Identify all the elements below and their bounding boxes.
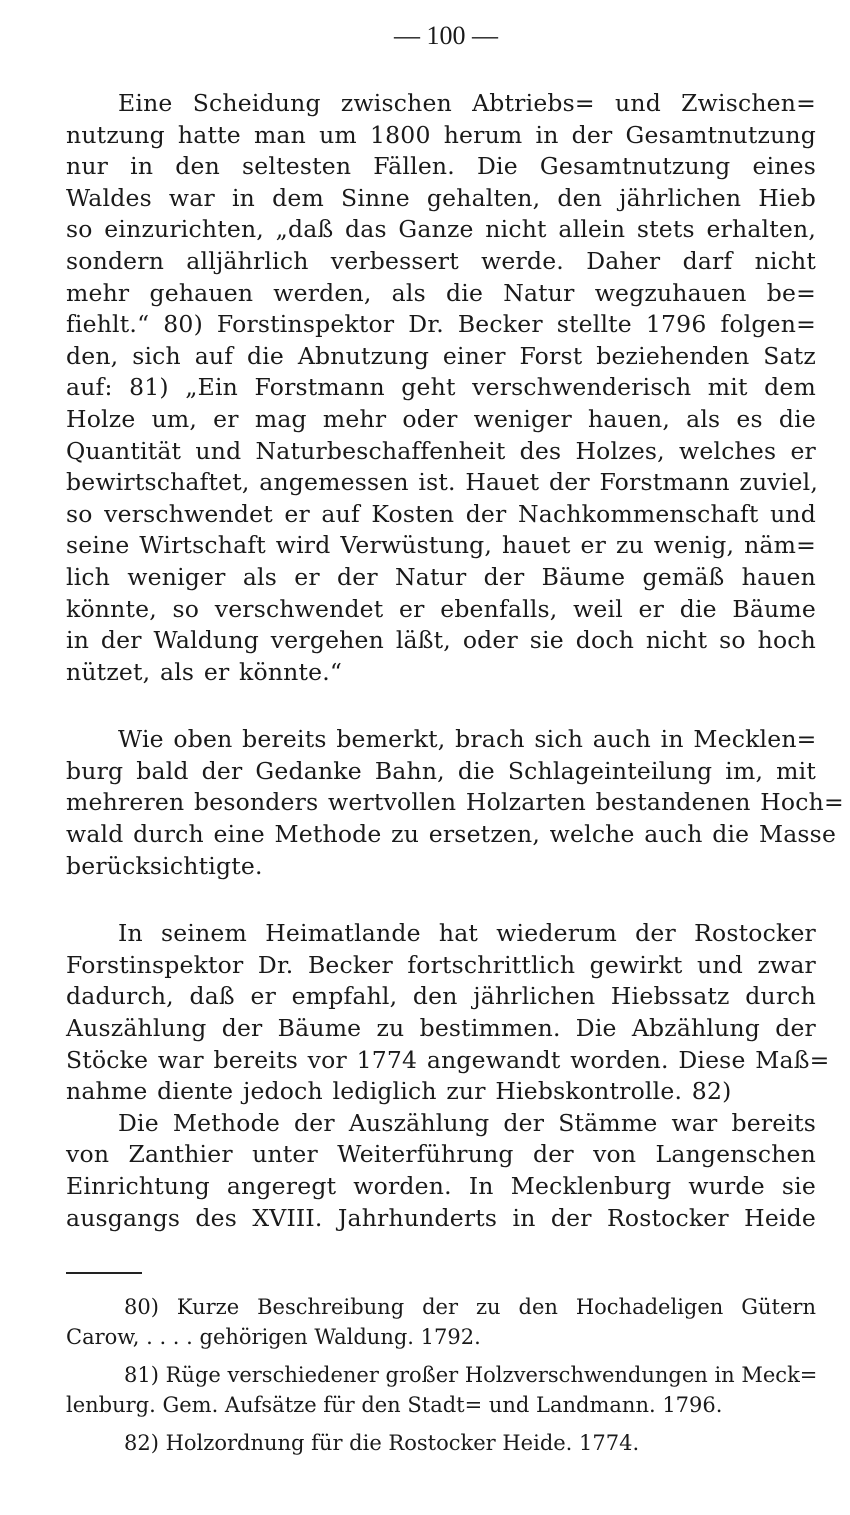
paragraph-3 bbox=[66, 918, 830, 1108]
footnote-82 bbox=[66, 1428, 816, 1458]
text-line: Holze um, er mag mehr oder weniger hauen, als es die bbox=[66, 404, 816, 433]
text-line: könnte, so verschwendet er ebenfalls, weil er die Bäume bbox=[66, 594, 816, 623]
text-line: sondern alljährlich verbessert werde. Daher darf nicht bbox=[66, 246, 816, 275]
text-line: von Zanthier unter Weiterführung der von Langenschen bbox=[66, 1140, 816, 1169]
text-line: lich weniger als er der Natur der Bäume gemäß hauen bbox=[66, 562, 816, 591]
footnote-line: lenburg. Gem. Aufsätze für den Stadt= und Landmann. 1796. bbox=[66, 1393, 723, 1418]
text-line: dadurch, daß er empfahl, den jährlichen Hiebssatz durch bbox=[66, 982, 816, 1011]
text-line: auf: 81) „Ein Forstmann geht verschwenderisch mit dem bbox=[66, 373, 816, 402]
text-line: den, sich auf die Abnutzung einer Forst beziehenden Satz bbox=[66, 341, 816, 370]
footnote-81 bbox=[66, 1360, 816, 1420]
paragraph-gap bbox=[66, 882, 816, 918]
text-line: Wie oben bereits bemerkt, brach sich auch in Mecklen= bbox=[118, 725, 817, 754]
paragraph-4 bbox=[66, 1108, 816, 1234]
page-number: — 100 — bbox=[394, 21, 498, 50]
text-line: mehr gehauen werden, als die Natur wegzuhauen be= bbox=[66, 278, 816, 307]
text-line: bewirtschaftet, angemessen ist. Hauet der Forstmann zuviel, bbox=[66, 468, 818, 497]
text-line: fiehlt.“ 80) Forstinspektor Dr. Becker stellte 1796 folgen= bbox=[66, 310, 816, 339]
text-line: Auszählung der Bäume zu bestimmen. Die Abzählung der bbox=[66, 1014, 816, 1043]
text-line: so verschwendet er auf Kosten der Nachkommenschaft und bbox=[66, 499, 816, 528]
footnote-line: 81) Rüge verschiedener großer Holzverschwendungen in Meck= bbox=[124, 1363, 818, 1388]
text-line: Einrichtung angeregt worden. In Mecklenburg wurde sie bbox=[66, 1172, 816, 1200]
footnote-line: Carow, . . . . gehörigen Waldung. 1792. bbox=[66, 1325, 481, 1350]
paragraph-1 bbox=[66, 88, 816, 688]
paragraph-gap bbox=[66, 688, 816, 724]
text-line: mehreren besonders wertvollen Holzarten bestandenen Hoch= bbox=[66, 788, 844, 817]
text-line: ausgangs des XVIII. Jahrhunderts in der Rostocker Heide bbox=[66, 1203, 816, 1232]
footnote-divider bbox=[66, 1272, 142, 1274]
text-line: burg bald der Gedanke Bahn, die Schlageinteilung im, mit bbox=[66, 756, 816, 785]
text-line: nutzung hatte man um 1800 herum in der Gesamtnutzung bbox=[66, 120, 816, 149]
paragraph-2 bbox=[66, 724, 844, 882]
footnote-line: 80) Kurze Beschreibung der zu den Hochadeligen Gütern bbox=[124, 1295, 816, 1320]
text-line: Forstinspektor Dr. Becker fortschrittlich gewirkt und zwar bbox=[66, 950, 816, 979]
text-line: berücksichtigte. bbox=[66, 851, 263, 880]
text-line: Die Methode der Auszählung der Stämme war bereits bbox=[118, 1108, 816, 1137]
text-line: wald durch eine Methode zu ersetzen, welche auch die Masse bbox=[66, 820, 837, 849]
text-line: in der Waldung vergehen läßt, oder sie doch nicht so hoch bbox=[66, 626, 816, 655]
footnote-line: 82) Holzordnung für die Rostocker Heide. 1774. bbox=[124, 1431, 640, 1456]
text-line: so einzurichten, „daß das Ganze nicht allein stets erhalten, bbox=[66, 215, 816, 244]
text-line: seine Wirtschaft wird Verwüstung, hauet er zu wenig, näm= bbox=[66, 531, 816, 560]
text-line: In seinem Heimatlande hat wiederum der Rostocker bbox=[118, 919, 816, 948]
text-line: Stöcke war bereits vor 1774 angewandt worden. Diese Maß= bbox=[66, 1045, 830, 1074]
text-line: nahme diente jedoch lediglich zur Hiebskontrolle. 82) bbox=[66, 1077, 732, 1106]
text-line: nur in den seltesten Fällen. Die Gesamtnutzung eines bbox=[66, 152, 816, 181]
footnote-80 bbox=[66, 1292, 816, 1352]
text-line: Waldes war in dem Sinne gehalten, den jährlichen Hieb bbox=[66, 183, 816, 212]
text-line: Quantität und Naturbeschaffenheit des Holzes, welches er bbox=[66, 436, 816, 465]
text-line: nützet, als er könnte.“ bbox=[66, 657, 343, 686]
text-line: Eine Scheidung zwischen Abtriebs= und Zwischen= bbox=[118, 89, 816, 117]
